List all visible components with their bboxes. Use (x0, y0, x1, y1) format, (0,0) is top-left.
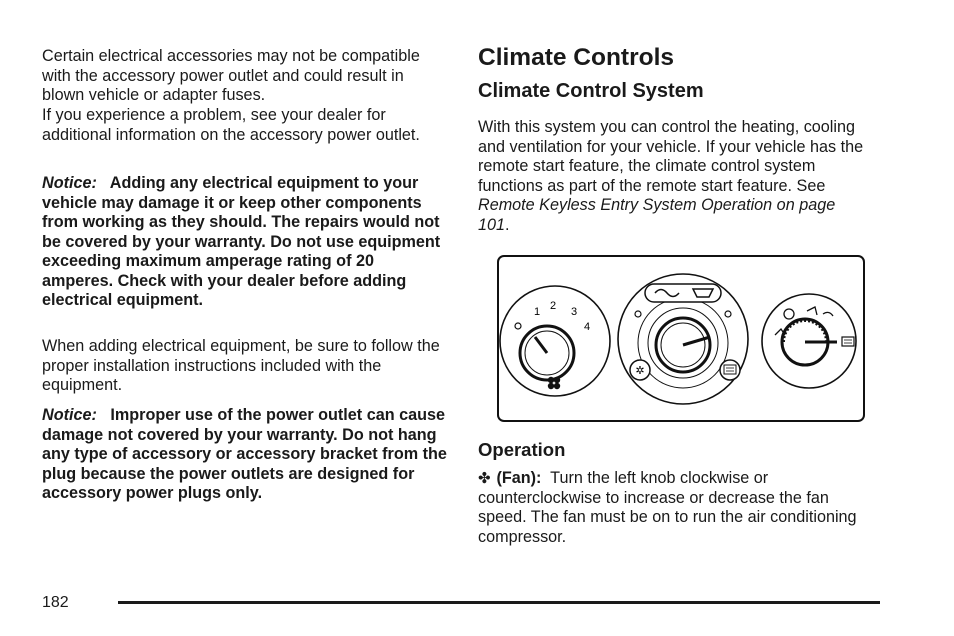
fan-speed-3: 3 (571, 306, 578, 318)
fan-label: (Fan): (496, 469, 542, 487)
fan-icon: ✤ (478, 470, 491, 487)
page-title: Climate Controls (478, 44, 675, 71)
intro-paragraph (478, 118, 870, 235)
fan-speed-4: 4 (584, 321, 591, 333)
notice-1-lead: Notice: (42, 174, 97, 192)
installation-paragraph: When adding electrical equipment, be sure to follow the proper installation instructions included with the equipment. (42, 337, 440, 394)
section-title: Climate Control System (478, 80, 704, 102)
dealer-paragraph: If you experience a problem, see your dealer for additional information on the accessory power outlet. (42, 106, 420, 144)
fan-description: Turn the left knob clockwise or counterclockwise to increase or decrease the fan speed. The fan must be on to run the air conditioning compressor. (478, 469, 857, 546)
footer-rule (118, 601, 880, 604)
climate-control-panel-illustration (497, 255, 865, 422)
notice-2-body: Improper use of the power outlet can cause damage not covered by your warranty. Do not hang any type of accessory or accessory bracket from the plug because the power outlets are designed for accessory power plugs only. (42, 406, 447, 502)
mode-knob (618, 274, 748, 404)
fan-speed-1: 1 (534, 306, 541, 318)
rear-defrost-button (720, 360, 740, 380)
page-number: 182 (42, 594, 69, 611)
fan-paragraph (478, 469, 870, 547)
fan-knob (500, 286, 610, 396)
temperature-knob (762, 294, 856, 388)
air-conditioning-icon: ✲ (635, 364, 645, 377)
notice-2-lead: Notice: (42, 406, 97, 424)
accessory-compat-paragraph: Certain electrical accessories may not be compatible with the accessory power outlet and could result in blown vehicle or adapter fuses. (42, 47, 420, 104)
intro-text: With this system you can control the heating, cooling and ventilation for your vehicle. If your vehicle has the remote start feature, the climate control system functions as part of the remote start feature. See (478, 118, 864, 195)
notice-1-body: Adding any electrical equipment to your vehicle may damage it or keep other components from working as they should. The repairs would not be covered by your warranty. Do not use equipment exceeding maximum amperage rating of 20 amperes. Check with your dealer before adding electrical equipment. (42, 174, 441, 309)
fan-speed-2: 2 (550, 300, 557, 312)
intro-reference: Remote Keyless Entry System Operation on page 101 (478, 196, 836, 234)
intro-end: . (505, 215, 510, 234)
notice-1 (42, 174, 447, 311)
operation-heading: Operation (478, 439, 566, 460)
notice-2 (42, 406, 447, 504)
